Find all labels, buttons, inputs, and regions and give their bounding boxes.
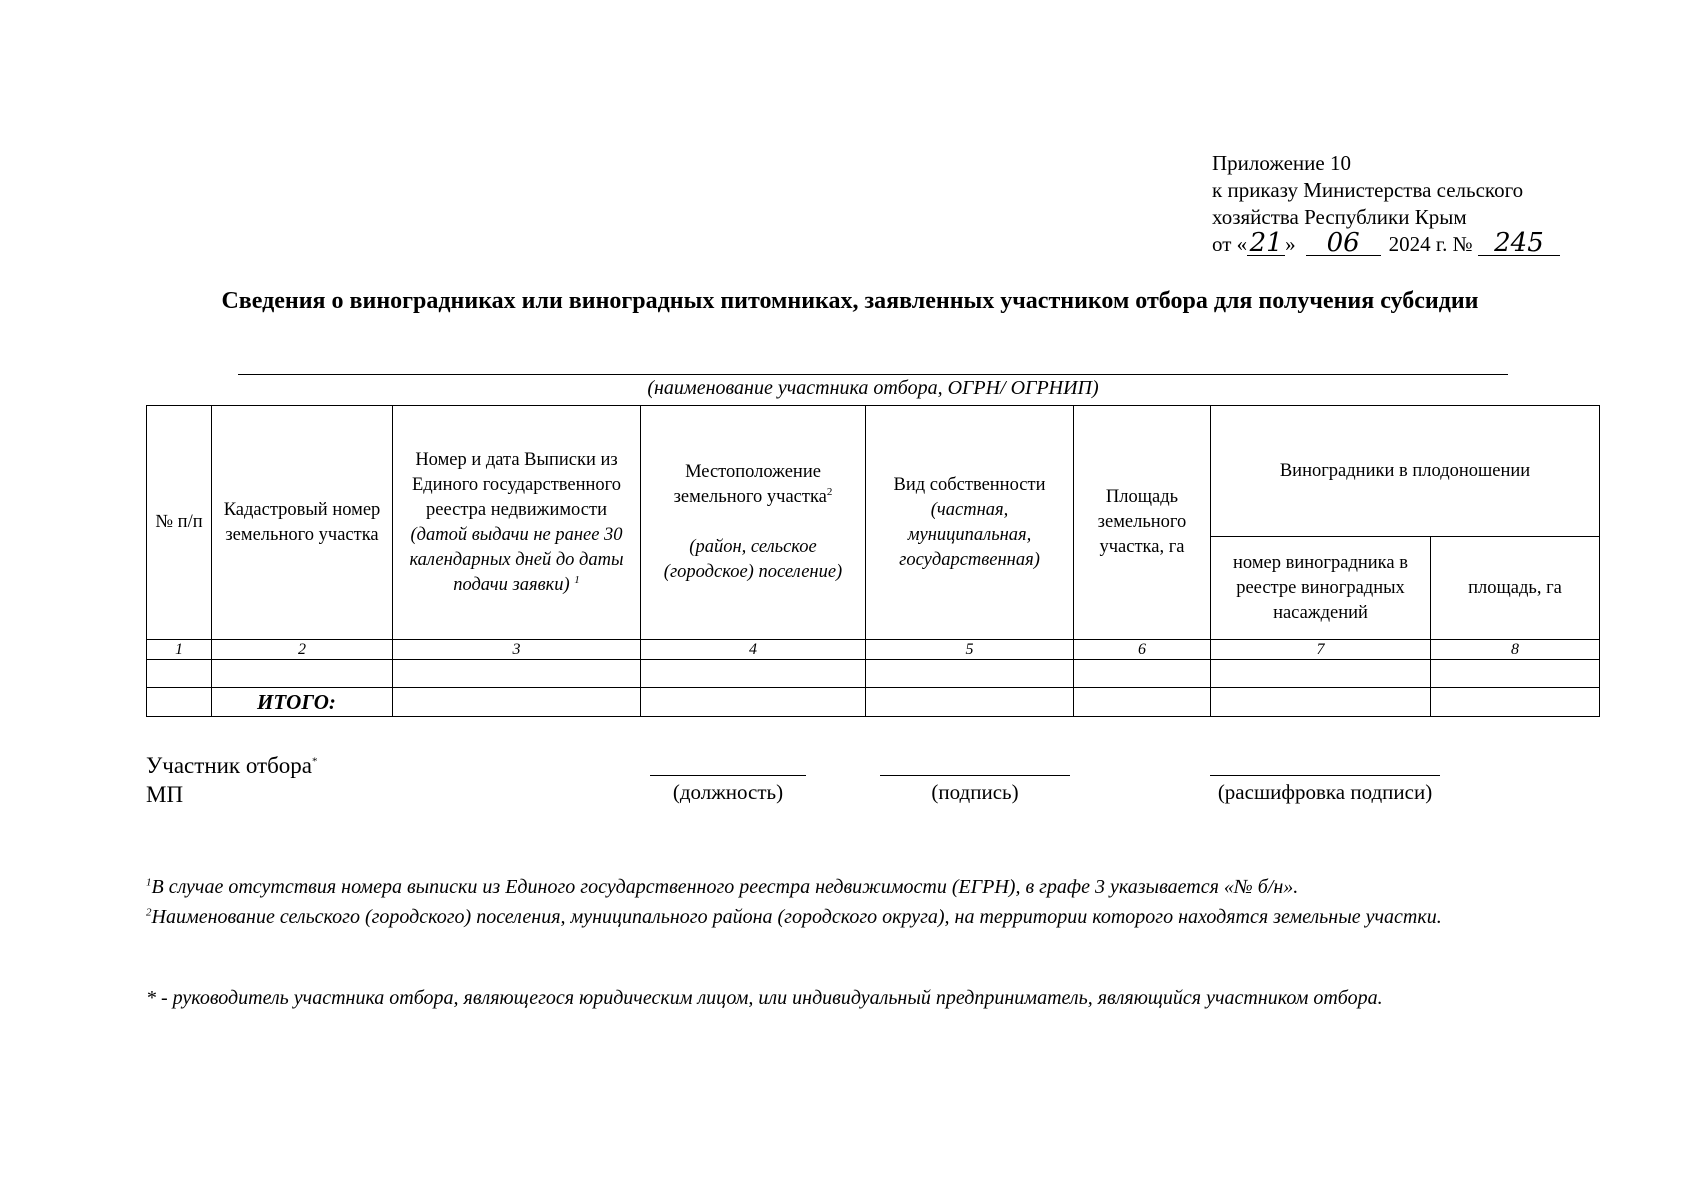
header-cell-vineyard-area: площадь, га	[1431, 537, 1600, 640]
header-location-sup: 2	[826, 485, 833, 498]
position-caption: (должность)	[672, 780, 784, 804]
appendix-block	[1212, 150, 1652, 258]
column-number: 1	[147, 640, 212, 660]
header-extract-main: Номер и дата Выписки из Единого государственного реестра недвижимости	[411, 449, 622, 520]
header-cell-vineyard-number: номер виноградника в реестре виноградных насаждений	[1211, 537, 1431, 640]
table-cell[interactable]	[641, 660, 866, 688]
appendix-line-2: к приказу Министерства сельского	[1212, 178, 1524, 202]
table-row	[147, 660, 1600, 688]
table-cell[interactable]	[1211, 688, 1431, 717]
header-ownership-main: Вид собственности	[893, 474, 1046, 495]
date-month-handwritten: 06	[1306, 231, 1381, 256]
order-number-handwritten: 245	[1478, 231, 1560, 256]
footnote-2-mark: 2	[146, 906, 152, 919]
table-cell[interactable]	[1431, 688, 1600, 717]
column-number: 7	[1211, 640, 1431, 660]
table-cell[interactable]	[393, 660, 641, 688]
decoding-line	[1210, 775, 1440, 776]
column-number: 2	[212, 640, 393, 660]
header-cell-ownership	[866, 406, 1074, 640]
footnote-3: * - руководитель участника отбора, являющегося юридическим лицом, или индивидуальный предприниматель, являющийся участником отбора.	[146, 987, 1383, 1009]
header-ownership-note: (частная, муниципальная, государственная)	[899, 499, 1040, 570]
vineyards-table	[146, 405, 1600, 717]
column-number: 4	[641, 640, 866, 660]
header-cell-extract	[393, 406, 641, 640]
sign-caption: (подпись)	[931, 780, 1019, 804]
sign-line	[880, 775, 1070, 776]
table-cell[interactable]	[147, 660, 212, 688]
header-cell-location	[641, 406, 866, 640]
table-cell[interactable]	[212, 660, 393, 688]
participant-label: Участник отбора	[146, 753, 313, 778]
header-cell-number: № п/п	[147, 406, 212, 640]
participant-caption: (наименование участника отбора, ОГРН/ ОГРНИП)	[647, 377, 1099, 399]
column-number: 8	[1431, 640, 1600, 660]
date-mid: »	[1285, 232, 1296, 256]
appendix-line-1: Приложение 10	[1212, 151, 1351, 175]
header-row-1	[147, 406, 1600, 537]
table-cell	[147, 688, 212, 717]
footnote-1-text: В случае отсутствия номера выписки из Единого государственного реестра недвижимости (ЕГРН), в графе 3 указывается «№ б/н».	[151, 876, 1299, 898]
decoding-caption: (расшифровка подписи)	[1217, 780, 1433, 804]
stamp-label: МП	[146, 782, 184, 807]
table-cell[interactable]	[1074, 660, 1211, 688]
footnote-1	[146, 872, 1566, 902]
table-cell[interactable]	[393, 688, 641, 717]
footnote-1-mark: 1	[146, 876, 152, 889]
column-number: 5	[866, 640, 1074, 660]
header-cell-vineyards-group: Виноградники в плодоношении	[1211, 406, 1600, 537]
table-cell[interactable]	[866, 660, 1074, 688]
total-row	[147, 688, 1600, 717]
column-number: 6	[1074, 640, 1211, 660]
header-extract-note: (датой выдачи не ранее 30 календарных дней до даты подачи заявки)	[409, 524, 624, 595]
footnote-2-text: Наименование сельского (городского) поселения, муниципального района (городского округа), на территории которого находятся земельные участки.	[151, 906, 1442, 928]
signature-participant-label	[146, 752, 318, 779]
participant-name-line	[238, 374, 1508, 375]
total-label: ИТОГО:	[212, 688, 393, 717]
header-cell-area: Площадь земельного участка, га	[1074, 406, 1211, 640]
date-year: 2024 г. №	[1388, 232, 1473, 256]
document-title: Сведения о виноградниках или виноградных питомниках, заявленных участником отбора для получения субсидии	[221, 288, 1479, 314]
column-number-row	[147, 640, 1600, 660]
header-location-main: Местоположение земельного участка	[673, 462, 827, 507]
participant-mark: *	[312, 755, 318, 768]
table-cell[interactable]	[1211, 660, 1431, 688]
header-cell-cadastral: Кадастровый номер земельного участка	[212, 406, 393, 640]
appendix-date-line	[1212, 228, 1652, 258]
position-line	[650, 775, 806, 776]
table-cell[interactable]	[1431, 660, 1600, 688]
date-prefix: от «	[1212, 232, 1248, 256]
table-cell[interactable]	[866, 688, 1074, 717]
column-number: 3	[393, 640, 641, 660]
date-day-handwritten: 21	[1247, 231, 1285, 256]
header-extract-sup: 1	[574, 573, 580, 586]
table-cell[interactable]	[1074, 688, 1211, 717]
appendix-line-3: хозяйства Республики Крым	[1212, 205, 1467, 229]
table-cell[interactable]	[641, 688, 866, 717]
header-location-note: (район, сельское (городское) поселение)	[663, 537, 843, 582]
footnote-2	[146, 902, 1566, 932]
